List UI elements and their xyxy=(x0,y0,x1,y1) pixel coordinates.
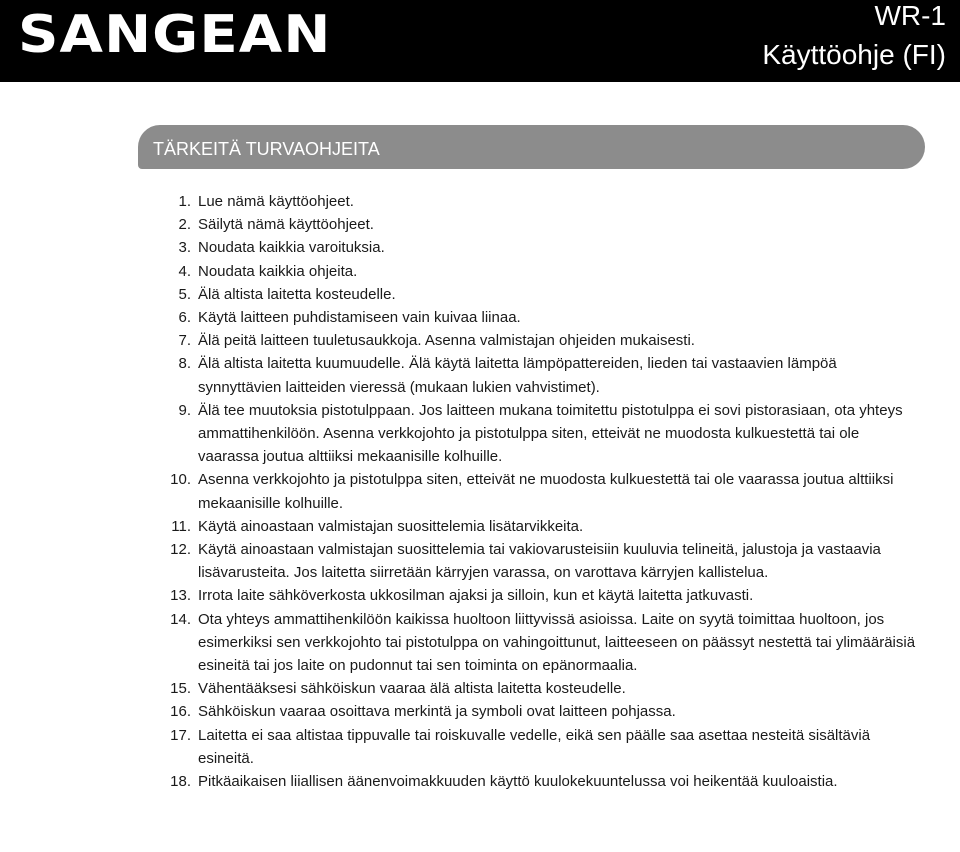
page-header xyxy=(0,0,960,82)
instruction-item xyxy=(160,399,920,469)
instruction-text: Asenna verkkojohto ja pistotulppa siten, etteivät ne muodosta kulkuestettä tai ole vaarassa joutua alttiiksi mekaanisille kolhuille. xyxy=(198,471,894,512)
document-title: Käyttöohje (FI) xyxy=(762,39,946,70)
instruction-text: Sähköiskun vaaraa osoittava merkintä ja symboli ovat laitteen pohjassa. xyxy=(198,703,676,721)
model-name: WR-1 xyxy=(874,0,946,31)
instruction-number: 10 . xyxy=(160,468,191,491)
brand-logo: SANGEAN xyxy=(18,5,332,65)
instruction-item xyxy=(160,283,920,306)
instruction-text: Vähentääksesi sähköiskun vaaraa älä altista laitetta kosteudelle. xyxy=(198,680,626,698)
instruction-number: 18 . xyxy=(160,770,191,793)
instruction-number: 12 . xyxy=(160,538,191,561)
instruction-text: Älä altista laitetta kosteudelle. xyxy=(198,285,396,303)
instruction-text: Ota yhteys ammattihenkilöön kaikissa huoltoon liittyvissä asioissa. Laite on syytä toimittaa huoltoon, jos esimerkiksi sen verkkojohto tai pistotulppa on vahingoittunut, laitteeseen on päässyt nestettä tai ylimääräisiä esineitä tai jos laite on pudonnut tai sen toiminta on epänormaalia. xyxy=(198,610,916,675)
section-title: TÄRKEITÄ TURVAOHJEITA xyxy=(138,125,925,169)
instruction-number: 4 . xyxy=(160,260,191,283)
instruction-text: Älä altista laitetta kuumuudelle. Älä käytä laitetta lämpöpattereiden, lieden tai vastaavien lämpöä synnyttävien laitteiden vieressä (mukaan lukien vahvistimet). xyxy=(198,355,837,396)
instruction-item xyxy=(160,700,920,723)
instruction-text: Säilytä nämä käyttöohjeet. xyxy=(198,216,374,234)
instruction-text: Käytä ainoastaan valmistajan suosittelemia tai vakiovarusteisiin kuuluvia telineitä, jalustoja ja vastaavia lisävarusteita. Jos laitetta siirretään kärryjen varassa, on varottava kärryjen kallistelua. xyxy=(198,541,881,582)
instruction-text: Käytä ainoastaan valmistajan suosittelemia lisätarvikkeita. xyxy=(198,517,584,535)
instruction-text: Käytä laitteen puhdistamiseen vain kuivaa liinaa. xyxy=(198,309,521,327)
instruction-item xyxy=(160,724,920,770)
instruction-number: 1 . xyxy=(160,190,191,213)
instruction-text: Pitkäaikaisen liiallisen äänenvoimakkuuden käyttö kuulokekuuntelussa voi heikentää kuuloaistia. xyxy=(198,773,838,791)
instruction-item xyxy=(160,538,920,584)
instruction-item xyxy=(160,329,920,352)
instruction-text: Älä tee muutoksia pistotulppaan. Jos laitteen mukana toimitettu pistotulppa ei sovi pistorasiaan, ota yhteys ammattihenkilöön. Asenna verkkojohto ja pistotulppa siten, etteivät ne muodosta kulkuestettä tai ole vaarassa joutua alttiiksi mekaanisille kolhuille. xyxy=(198,401,903,466)
instruction-text: Lue nämä käyttöohjeet. xyxy=(198,193,354,210)
instruction-item xyxy=(160,608,920,678)
instruction-number: 2 . xyxy=(160,213,191,236)
instruction-text: Noudata kaikkia varoituksia. xyxy=(198,239,385,257)
instruction-item xyxy=(160,468,920,514)
instruction-number: 3 . xyxy=(160,236,191,259)
instruction-number: 17 . xyxy=(160,724,191,747)
instruction-item xyxy=(160,584,920,607)
instruction-item xyxy=(160,190,920,213)
instruction-item xyxy=(160,306,920,329)
instruction-number: 8 . xyxy=(160,352,191,375)
instruction-item xyxy=(160,515,920,538)
instruction-item xyxy=(160,236,920,259)
instruction-number: 16 . xyxy=(160,700,191,723)
instruction-number: 6 . xyxy=(160,306,191,329)
instruction-number: 7 . xyxy=(160,329,191,352)
instruction-item xyxy=(160,352,920,398)
instruction-number: 13 . xyxy=(160,584,191,607)
instruction-text: Noudata kaikkia ohjeita. xyxy=(198,262,358,280)
instruction-text: Laitetta ei saa altistaa tippuvalle tai roiskuvalle vedelle, eikä sen päälle saa asettaa nesteitä sisältäviä esineitä. xyxy=(198,726,871,767)
instruction-item xyxy=(160,677,920,700)
instruction-item xyxy=(160,260,920,283)
instruction-number: 14 . xyxy=(160,608,191,631)
instruction-text: Älä peitä laitteen tuuletusaukkoja. Asenna valmistajan ohjeiden mukaisesti. xyxy=(198,332,695,350)
instruction-item xyxy=(160,770,920,793)
instruction-number: 15 . xyxy=(160,677,191,700)
instruction-text: Irrota laite sähköverkosta ukkosilman ajaksi ja silloin, kun et käytä laitetta jatkuvasti. xyxy=(198,587,754,605)
instruction-number: 5 . xyxy=(160,283,191,306)
instruction-number: 11 . xyxy=(160,515,191,538)
instruction-item xyxy=(160,213,920,236)
instruction-number: 9 . xyxy=(160,399,191,422)
safety-instructions-list xyxy=(160,190,920,793)
